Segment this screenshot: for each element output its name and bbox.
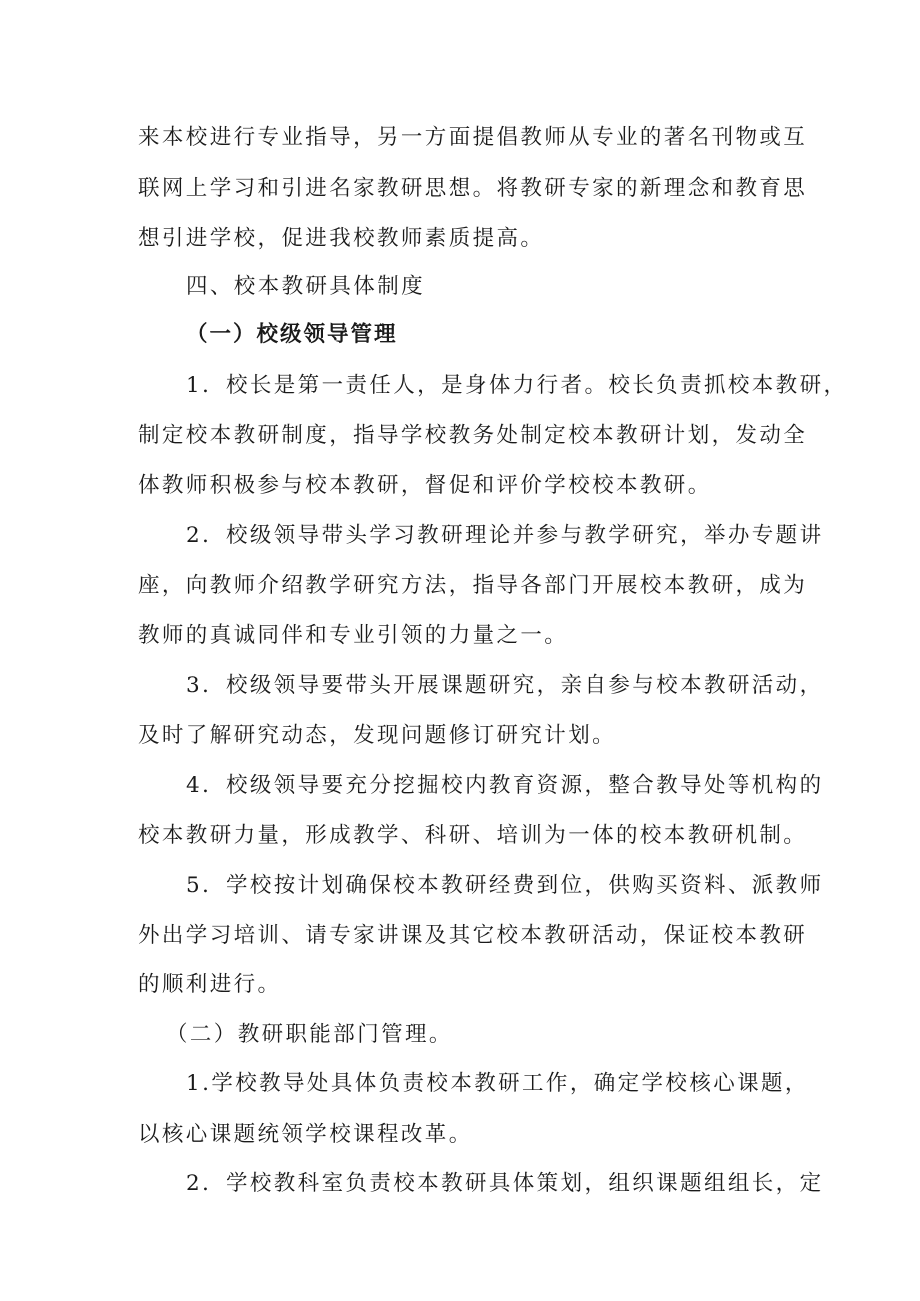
paragraph-line: 联网上学习和引进名家教研思想。将教研专家的新理念和教育思	[138, 176, 808, 201]
paragraph-line: 1．校长是第一责任人，是身体力行者。校长负责抓校本教研，	[186, 373, 848, 398]
paragraph-line: 2．学校教科室负责校本教研具体策划，组织课题组组长，定	[186, 1171, 824, 1196]
paragraph-line: 4．校级领导要充分挖掘校内教育资源，整合教导处等机构的	[186, 773, 824, 798]
paragraph-line: 来本校进行专业指导，另一方面提倡教师从专业的著名刊物或互	[138, 125, 808, 150]
paragraph-line: 以核心课题统领学校课程改革。	[138, 1122, 473, 1147]
section-heading: 四、校本教研具体制度	[186, 274, 426, 299]
paragraph-line: 教师的真诚同伴和专业引领的力量之一。	[138, 623, 569, 648]
subsection-heading: （一）校级领导管理	[186, 322, 398, 347]
paragraph-line: 2．校级领导带头学习教研理论并参与教学研究，举办专题讲	[186, 523, 824, 548]
paragraph-line: 想引进学校，促进我校教师素质提高。	[138, 226, 545, 251]
subsection-heading: （二）教研职能部门管理。	[166, 1022, 453, 1047]
paragraph-line: 1.学校教导处具体负责校本教研工作，确定学校核心课题，	[186, 1071, 809, 1096]
paragraph-line: 校本教研力量，形成教学、科研、培训为一体的校本教研机制。	[138, 823, 808, 848]
paragraph-line: 座，向教师介绍教学研究方法，指导各部门开展校本教研，成为	[138, 573, 808, 598]
paragraph-line: 3．校级领导要带头开展课题研究，亲自参与校本教研活动，	[186, 673, 824, 698]
paragraph-line: 制定校本教研制度，指导学校教务处制定校本教研计划，发动全	[138, 423, 808, 448]
paragraph-line: 及时了解研究动态，发现问题修订研究计划。	[138, 723, 617, 748]
paragraph-line: 的顺利进行。	[138, 972, 282, 997]
paragraph-line: 外出学习培训、请专家讲课及其它校本教研活动，保证校本教研	[138, 923, 808, 948]
paragraph-line: 5．学校按计划确保校本教研经费到位，供购买资料、派教师	[186, 873, 824, 898]
paragraph-line: 体教师积极参与校本教研，督促和评价学校校本教研。	[138, 473, 712, 498]
